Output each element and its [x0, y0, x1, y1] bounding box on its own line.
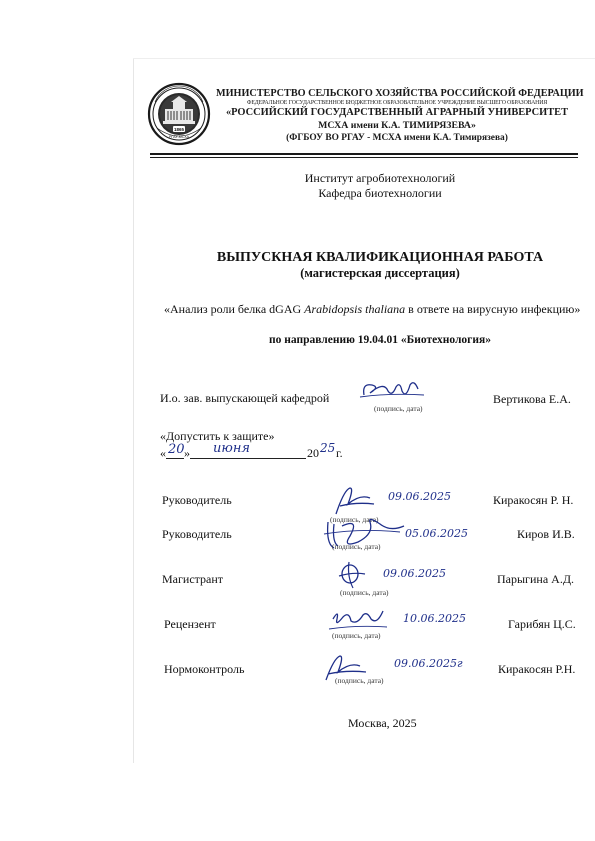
signatory-role: Магистрант	[162, 572, 224, 586]
signature-date: 09.06.2025	[388, 490, 451, 503]
signature-caption: (подпись, дата)	[335, 676, 384, 685]
admission-year-unit: г.	[336, 446, 343, 460]
signature-date: 05.06.2025	[405, 527, 468, 540]
document-title: ВЫПУСКНАЯ КВАЛИФИКАЦИОННАЯ РАБОТА	[216, 250, 544, 265]
topic-species: Arabidopsis thaliana	[304, 302, 406, 316]
signature-caption: (подпись, дата)	[332, 542, 381, 551]
admission-year-prefix: 20	[307, 446, 319, 460]
signatory-role: Нормоконтроль	[164, 662, 245, 676]
department-name: Кафедра биотехнологии	[318, 186, 442, 200]
head-of-department-name: Вертикова Е.А.	[493, 392, 571, 406]
signatory-name: Парыгина А.Д.	[497, 572, 574, 586]
day-underline	[166, 458, 184, 459]
institution-type: ФЕДЕРАЛЬНОЕ ГОСУДАРСТВЕННОЕ БЮДЖЕТНОЕ ОБРАЗОВАТЕЛЬНОЕ УЧРЕЖДЕНИЕ ВЫСШЕГО ОБРАЗОВАНИЯ	[246, 100, 548, 106]
topic-prefix: «Анализ роли белка dGAG	[164, 302, 305, 316]
header-divider	[150, 157, 578, 158]
signature-date: 10.06.2025	[403, 612, 466, 625]
head-of-department-label: И.о. зав. выпускающей кафедрой	[160, 391, 330, 405]
signature-date: 09.06.2025г	[394, 657, 463, 670]
topic-suffix: в ответе на вирусную инфекцию»	[405, 302, 581, 316]
signatory-role: Руководитель	[162, 493, 232, 507]
signature-caption: (подпись, дата)	[332, 631, 381, 640]
signatory-name: Киракосян Р.Н.	[498, 662, 576, 676]
scan-edge	[133, 58, 134, 763]
study-direction: по направлению 19.04.01 «Биотехнология»	[269, 334, 491, 346]
admission-month: июня	[213, 441, 250, 456]
thesis-topic	[164, 302, 580, 317]
svg-text:РГАУ-МСХА: РГАУ-МСХА	[168, 135, 190, 139]
admission-close-quote: »	[184, 446, 190, 460]
signatory-name: Гарибян Ц.С.	[508, 617, 576, 631]
institute-name: Институт агробиотехнологий	[304, 171, 456, 185]
signature-caption: (подпись, дата)	[330, 515, 379, 524]
svg-text:1865: 1865	[173, 127, 185, 132]
signatory-name: Киракосян Р. Н.	[493, 493, 574, 507]
university-abbreviation: (ФГБОУ ВО РГАУ - МСХА имени К.А. Тимирязева)	[286, 133, 508, 143]
scan-edge	[133, 58, 595, 59]
signatory-role: Руководитель	[162, 527, 232, 541]
signature-caption: (подпись, дата)	[374, 404, 423, 413]
university-emblem-icon	[147, 82, 211, 146]
signatory-role: Рецензент	[164, 617, 216, 631]
admission-label: «Допустить к защите»	[160, 429, 275, 443]
signature-image	[358, 377, 428, 405]
admission-open-quote: «	[160, 446, 166, 460]
signature-image	[333, 560, 373, 590]
university-name: МСХА имени К.А. ТИМИРЯЗЕВА»	[318, 120, 476, 131]
city-year: Москва, 2025	[348, 716, 417, 730]
signatory-name: Киров И.В.	[517, 527, 575, 541]
header-divider	[150, 153, 578, 155]
admission-year-suffix: 25	[320, 441, 336, 455]
university-heading: «РОССИЙСКИЙ ГОСУДАРСТВЕННЫЙ АГРАРНЫЙ УНИВЕРСИТЕТ	[225, 107, 569, 118]
month-underline	[190, 458, 306, 459]
admission-day: 20	[168, 442, 185, 457]
signature-date: 09.06.2025	[383, 567, 446, 580]
signature-caption: (подпись, дата)	[340, 588, 389, 597]
ministry-heading: МИНИСТЕРСТВО СЕЛЬСКОГО ХОЗЯЙСТВА РОССИЙСКОЙ ФЕДЕРАЦИИ	[216, 88, 584, 99]
document-subtitle: (магистерская диссертация)	[300, 266, 460, 280]
